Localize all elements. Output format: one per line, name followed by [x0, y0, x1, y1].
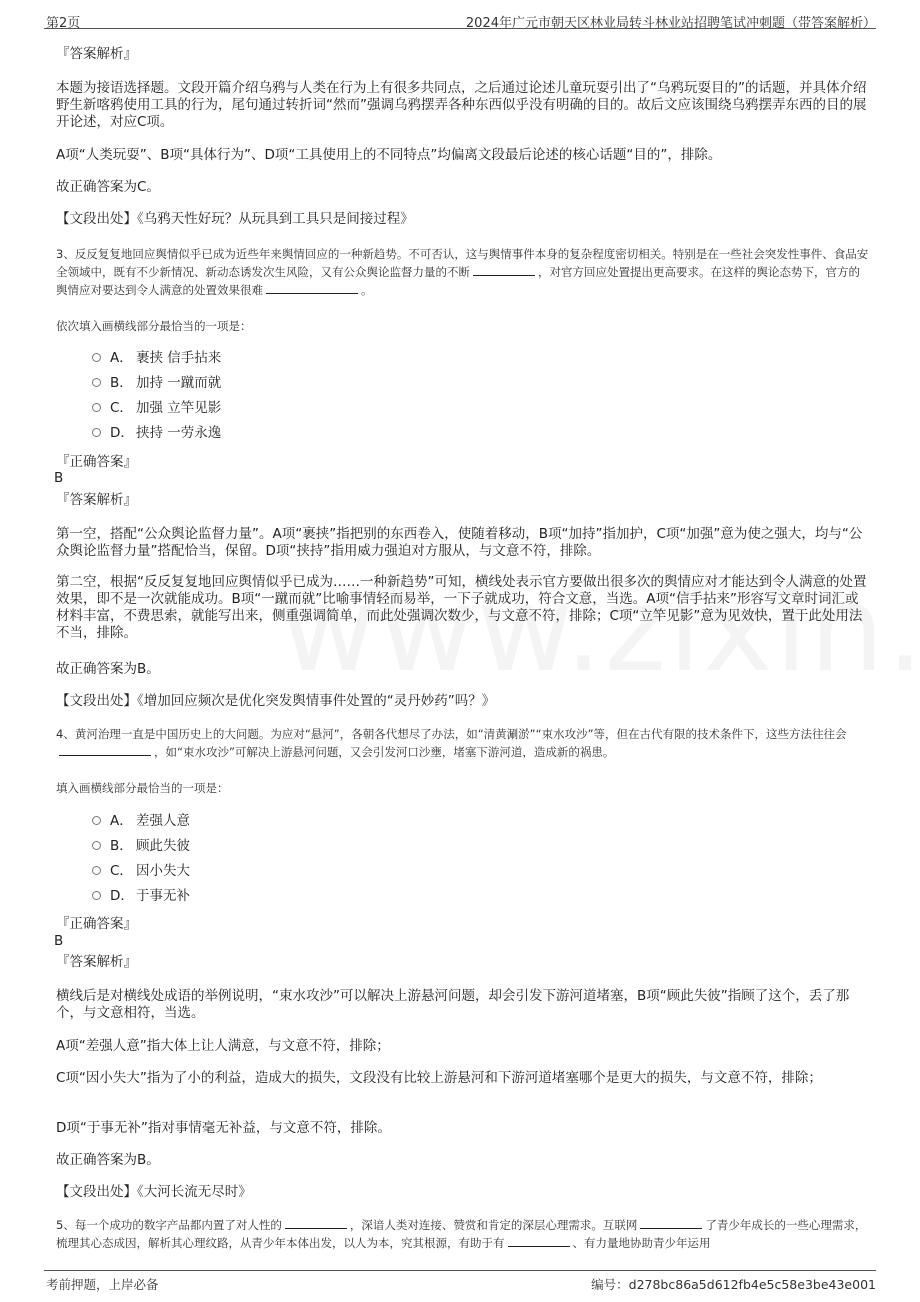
- analysis-paragraph: 第二空，根据“反反复复地回应舆情似乎已成为……一种新趋势”可知，横线处表示官方要做出很多次的舆情应对才能达到令人满意的处置效果，即不是一次就能成功。B项“一蹴而就”比喻事情轻而易举，一下子就成功，符合文意，当选。A项“信手拈来”形容写文章时词汇或材料丰富，不费思索，就能写出来，侧重强调简单，而此处强调次数少，与文意不符，排除；C项“立竿见影”意为见效快，置于此处用法不当，排除。: [56, 574, 867, 641]
- option-d[interactable]: D． 挟持 一劳永逸: [92, 423, 221, 443]
- analysis-heading: 『答案解析』: [56, 492, 137, 508]
- correct-answer-value: B: [54, 933, 64, 949]
- option-b[interactable]: B． 加持 一蹴而就: [92, 373, 221, 393]
- page-footer: [44, 1270, 876, 1291]
- footer-slogan: 考前押题，上岸必备: [46, 1277, 159, 1292]
- analysis-paragraph: A项“人类玩耍”、B项“具体行为”、D项“工具使用上的不同特点”均偏离文段最后论述的核心话题“目的”，排除。: [56, 147, 722, 163]
- question-instruction: 依次填入画横线部分最恰当的一项是：: [56, 319, 252, 333]
- analysis-heading: 『答案解析』: [56, 954, 137, 970]
- radio-icon[interactable]: [92, 428, 101, 437]
- source-citation: 【文段出处】《增加回应频次是优化突发舆情事件处置的“灵丹妙药”吗？》: [56, 693, 496, 709]
- radio-icon[interactable]: [92, 353, 101, 362]
- analysis-heading: 『答案解析』: [56, 46, 137, 62]
- option-a[interactable]: A． 裹挟 信手拈来: [92, 348, 221, 368]
- fill-blank: [473, 264, 535, 276]
- radio-icon[interactable]: [92, 378, 101, 387]
- radio-icon[interactable]: [92, 891, 101, 900]
- analysis-paragraph: D项“于事无补”指对事情毫无补益，与文意不符，排除。: [56, 1120, 391, 1136]
- fill-blank: [266, 282, 358, 294]
- analysis-paragraph: 第一空，搭配“公众舆论监督力量”。A项“裹挟”指把别的东西卷入，使随着移动，B项“加持”指加护，C项“加强”意为使之强大，均与“公众舆论监督力量”搭配恰当，保留。D项“挟持”指用威力强迫对方服从，与文意不符，排除。: [56, 526, 863, 559]
- fill-blank: [59, 744, 151, 756]
- question-4-stem: 4、黄河治理一直是中国历史上的大问题。为应对“悬河”，各朝各代想尽了办法，如“清黄涮淤”“束水攻沙”等，但在古代有限的技术条件下，这些方法往往会，如“束水攻沙”可解决上游悬河问题，又会引发河口沙壅，堵塞下游河道，造成新的祸患。: [56, 727, 847, 759]
- answer-statement: 故正确答案为B。: [56, 1152, 160, 1168]
- option-d[interactable]: D． 于事无补: [92, 886, 190, 906]
- question-instruction: 填入画横线部分最恰当的一项是：: [56, 781, 229, 795]
- question-3-stem: 3、反反复复地回应舆情似乎已成为近些年来舆情回应的一种新趋势。不可否认，这与舆情事件本身的复杂程度密切相关。特别是在一些社会突发性事件、食品安全领域中，既有不少新情况、新动态诱发次生风险，又有公众舆论监督力量的不断 ，对官方回应处置提出更高要求。在这样的舆论态势下，官方的舆情应对要达到令人满意的处置效果很难 。: [56, 247, 869, 297]
- document-title: 2024年广元市朝天区林业局转斗林业站招聘笔试冲刺题（带答案解析）: [465, 16, 876, 31]
- fill-blank: [640, 1217, 702, 1229]
- fill-blank: [508, 1235, 570, 1247]
- option-c[interactable]: C． 加强 立竿见影: [92, 398, 221, 418]
- radio-icon[interactable]: [92, 866, 101, 875]
- radio-icon[interactable]: [92, 403, 101, 412]
- analysis-paragraph: 本题为接语选择题。文段开篇介绍乌鸦与人类在行为上有很多共同点，之后通过论述儿童玩耍引出了“乌鸦玩耍目的”的话题，并具体介绍野生新喀鸦使用工具的行为，尾句通过转折词“然而”强调乌鸦摆弄各种东西似乎没有明确的目的。故后文应该围绕乌鸦摆弄东西的目的展开论述，对应C项。: [56, 80, 867, 130]
- radio-icon[interactable]: [92, 816, 101, 825]
- correct-answer-heading: 『正确答案』: [56, 916, 137, 932]
- option-b[interactable]: B． 顾此失彼: [92, 836, 190, 856]
- page-header: [44, 10, 876, 29]
- document-id: 编号：d278bc86a5d612fb4e5c58e3be43e001: [591, 1277, 876, 1292]
- option-a[interactable]: A． 差强人意: [92, 811, 190, 831]
- analysis-paragraph: A项“差强人意”指大体上让人满意，与文意不符，排除；: [56, 1038, 390, 1054]
- analysis-paragraph: C项“因小失大”指为了小的利益，造成大的损失，文段没有比较上游悬河和下游河道堵塞哪个是更大的损失，与文意不符，排除；: [56, 1070, 822, 1086]
- correct-answer-heading: 『正确答案』: [56, 454, 137, 470]
- answer-statement: 故正确答案为C。: [56, 179, 160, 195]
- source-citation: 【文段出处】《乌鸦天性好玩？从玩具到工具只是间接过程》: [56, 211, 414, 227]
- analysis-paragraph: 横线后是对横线处成语的举例说明，“束水攻沙”可以解决上游悬河问题，却会引发下游河道堵塞，B项“顾此失彼”指顾了这个，丢了那个，与文意相符，当选。: [56, 988, 850, 1021]
- correct-answer-value: B: [54, 470, 64, 486]
- question-5-stem: 5、每一个成功的数字产品都内置了对人性的 ，深谙人类对连接、赞赏和肯定的深层心理需求。互联网 了青少年成长的一些心理需求，梳理其心态成因，解析其心理纹路，从青少年本体出发，以人为本，究其根源，有助于有 、有力量地协助青少年运用: [56, 1218, 867, 1250]
- source-citation: 【文段出处】《大河长流无尽时》: [56, 1184, 252, 1200]
- fill-blank: [285, 1217, 347, 1229]
- answer-statement: 故正确答案为B。: [56, 661, 160, 677]
- page-number: 第2页: [46, 16, 81, 31]
- radio-icon[interactable]: [92, 841, 101, 850]
- option-c[interactable]: C． 因小失大: [92, 861, 190, 881]
